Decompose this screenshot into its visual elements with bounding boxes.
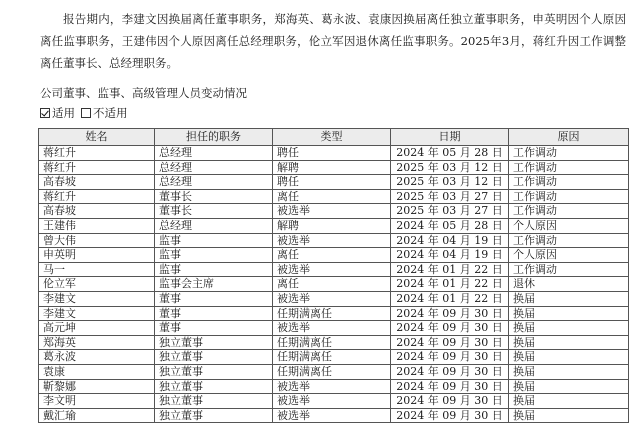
table-row (39, 204, 629, 219)
cell-type: 任期满离任 (273, 364, 391, 379)
cell-reason: 换届 (509, 291, 629, 306)
table-row (39, 394, 629, 409)
cell-position: 独立董事 (155, 364, 273, 379)
cell-date: 2025 年 03 月 12 日 (391, 160, 509, 175)
applicable-label: 适用 (52, 106, 75, 120)
cell-position: 董事长 (155, 189, 273, 204)
cell-date: 2024 年 01 月 22 日 (391, 291, 509, 306)
cell-position: 董事 (155, 291, 273, 306)
cell-type: 被选举 (273, 321, 391, 336)
cell-type: 任期满离任 (273, 335, 391, 350)
table-row (39, 146, 629, 161)
table-row (39, 350, 629, 365)
cell-name: 蒋红升 (39, 160, 155, 175)
cell-date: 2024 年 04 月 19 日 (391, 233, 509, 248)
cell-position: 独立董事 (155, 408, 273, 423)
cell-type: 被选举 (273, 262, 391, 277)
cell-type: 离任 (273, 277, 391, 292)
cell-reason: 换届 (509, 364, 629, 379)
cell-date: 2024 年 05 月 28 日 (391, 146, 509, 161)
cell-name: 高元坤 (39, 321, 155, 336)
table-row (39, 408, 629, 423)
cell-name: 靳黎娜 (39, 379, 155, 394)
section-title: 公司董事、监事、高级管理人员变动情况 (40, 86, 247, 100)
cell-date: 2025 年 03 月 27 日 (391, 189, 509, 204)
cell-name: 高春坡 (39, 175, 155, 190)
cell-position: 监事 (155, 248, 273, 263)
cell-date: 2024 年 09 月 30 日 (391, 335, 509, 350)
cell-name: 王建伟 (39, 218, 155, 233)
cell-reason: 个人原因 (509, 248, 629, 263)
cell-date: 2024 年 01 月 22 日 (391, 277, 509, 292)
cell-type: 被选举 (273, 204, 391, 219)
cell-reason: 工作调动 (509, 262, 629, 277)
cell-type: 离任 (273, 248, 391, 263)
cell-name: 戴汇瑜 (39, 408, 155, 423)
personnel-change-table (38, 128, 629, 423)
cell-date: 2024 年 09 月 30 日 (391, 408, 509, 423)
cell-reason: 工作调动 (509, 160, 629, 175)
cell-position: 总经理 (155, 218, 273, 233)
table-body (39, 146, 629, 423)
table-row (39, 175, 629, 190)
cell-position: 监事 (155, 262, 273, 277)
table-header-row (39, 129, 629, 146)
unchecked-checkbox-icon[interactable] (81, 108, 91, 118)
cell-reason: 换届 (509, 379, 629, 394)
cell-type: 解聘 (273, 160, 391, 175)
cell-type: 被选举 (273, 233, 391, 248)
table-row (39, 160, 629, 175)
header-name: 姓名 (39, 129, 155, 146)
cell-name: 曾大伟 (39, 233, 155, 248)
header-position: 担任的职务 (155, 129, 273, 146)
cell-name: 伦立军 (39, 277, 155, 292)
header-reason: 原因 (509, 129, 629, 146)
cell-type: 聘任 (273, 175, 391, 190)
cell-type: 被选举 (273, 394, 391, 409)
cell-date: 2024 年 01 月 22 日 (391, 262, 509, 277)
cell-date: 2025 年 03 月 12 日 (391, 175, 509, 190)
cell-name: 申英明 (39, 248, 155, 263)
cell-reason: 工作调动 (509, 204, 629, 219)
cell-position: 总经理 (155, 146, 273, 161)
cell-position: 董事 (155, 306, 273, 321)
table-row (39, 364, 629, 379)
cell-type: 被选举 (273, 291, 391, 306)
cell-date: 2025 年 03 月 27 日 (391, 204, 509, 219)
cell-position: 独立董事 (155, 379, 273, 394)
cell-date: 2024 年 09 月 30 日 (391, 394, 509, 409)
cell-reason: 换届 (509, 394, 629, 409)
cell-name: 蒋红升 (39, 189, 155, 204)
table-row (39, 218, 629, 233)
cell-name: 马一 (39, 262, 155, 277)
cell-name: 李文明 (39, 394, 155, 409)
cell-type: 任期满离任 (273, 306, 391, 321)
not-applicable-label: 不适用 (93, 106, 128, 120)
cell-type: 被选举 (273, 379, 391, 394)
cell-type: 解聘 (273, 218, 391, 233)
intro-paragraph: 报告期内，李建文因换届离任董事职务，郑海英、葛永波、袁康因换届离任独立董事职务，申英明因个人原因离任监事职务，王建伟因个人原因离任总经理职务，伦立军因退休离任监事职务。2025年3月，蒋红升因工作调整离任董事长、总经理职务。 (40, 12, 626, 70)
cell-reason: 退休 (509, 277, 629, 292)
cell-position: 独立董事 (155, 350, 273, 365)
cell-reason: 换届 (509, 350, 629, 365)
applicability-options (40, 104, 134, 122)
table-row (39, 262, 629, 277)
cell-reason: 工作调动 (509, 146, 629, 161)
cell-date: 2024 年 09 月 30 日 (391, 306, 509, 321)
cell-reason: 个人原因 (509, 218, 629, 233)
table-row (39, 306, 629, 321)
header-type: 类型 (273, 129, 391, 146)
cell-reason: 换届 (509, 306, 629, 321)
cell-name: 葛永波 (39, 350, 155, 365)
cell-position: 监事会主席 (155, 277, 273, 292)
cell-date: 2024 年 09 月 30 日 (391, 364, 509, 379)
table-row (39, 291, 629, 306)
cell-position: 总经理 (155, 175, 273, 190)
cell-reason: 工作调动 (509, 175, 629, 190)
cell-type: 离任 (273, 189, 391, 204)
cell-date: 2024 年 04 月 19 日 (391, 248, 509, 263)
cell-position: 总经理 (155, 160, 273, 175)
cell-name: 郑海英 (39, 335, 155, 350)
table-row (39, 189, 629, 204)
table-row (39, 233, 629, 248)
cell-position: 独立董事 (155, 394, 273, 409)
cell-date: 2024 年 09 月 30 日 (391, 350, 509, 365)
table-row (39, 248, 629, 263)
cell-reason: 工作调动 (509, 189, 629, 204)
table-row (39, 321, 629, 336)
checked-checkbox-icon[interactable] (40, 108, 50, 118)
header-date: 日期 (391, 129, 509, 146)
table-row (39, 277, 629, 292)
cell-position: 监事 (155, 233, 273, 248)
cell-position: 董事 (155, 321, 273, 336)
cell-reason: 工作调动 (509, 233, 629, 248)
cell-type: 被选举 (273, 408, 391, 423)
cell-date: 2024 年 09 月 30 日 (391, 379, 509, 394)
cell-type: 任期满离任 (273, 350, 391, 365)
cell-name: 李建文 (39, 291, 155, 306)
cell-reason: 换届 (509, 335, 629, 350)
cell-reason: 换届 (509, 321, 629, 336)
table-row (39, 379, 629, 394)
cell-name: 高春坡 (39, 204, 155, 219)
cell-reason: 换届 (509, 408, 629, 423)
cell-name: 李建文 (39, 306, 155, 321)
cell-position: 董事长 (155, 204, 273, 219)
cell-name: 蒋红升 (39, 146, 155, 161)
cell-name: 袁康 (39, 364, 155, 379)
cell-position: 独立董事 (155, 335, 273, 350)
cell-type: 聘任 (273, 146, 391, 161)
cell-date: 2024 年 05 月 28 日 (391, 218, 509, 233)
cell-date: 2024 年 09 月 30 日 (391, 321, 509, 336)
table-row (39, 335, 629, 350)
